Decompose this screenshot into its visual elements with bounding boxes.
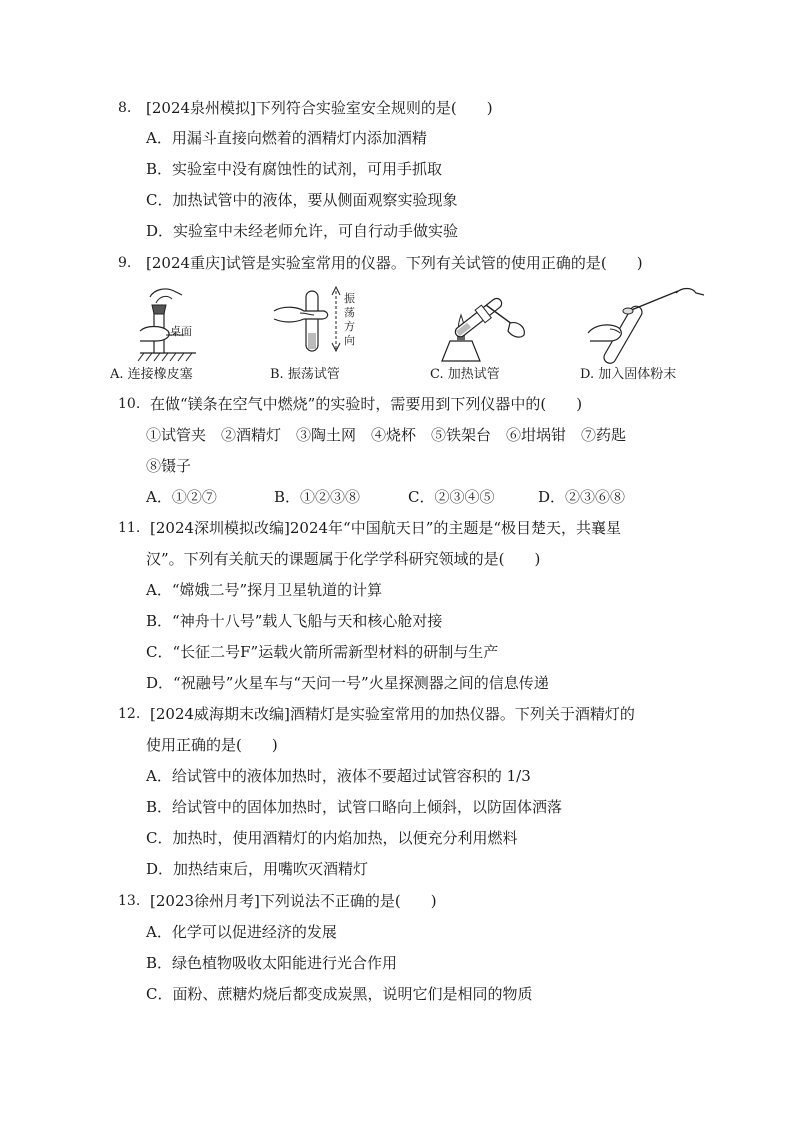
question-11-option-a: A．“嫦娥二号”探月卫星轨道的计算 <box>146 581 383 599</box>
question-12-stem-line2: 使用正确的是( ) <box>146 736 278 754</box>
figure-a-connect-stopper <box>110 283 250 383</box>
question-11-option-b: B．“神舟十八号”载人飞船与天和核心舱对接 <box>146 612 443 630</box>
question-10-stem: 在做“镁条在空气中燃烧”的实验时，需要用到下列仪器中的( ) <box>150 395 583 413</box>
question-12-stem-line1: [2024威海期末改编]酒精灯是实验室常用的加热仪器。下列关于酒精灯的 <box>150 705 635 723</box>
figure-b-shake-dir-4: 向 <box>344 334 355 347</box>
figure-b-shake-dir-3: 方 <box>344 320 355 333</box>
figure-d-drawing <box>580 283 720 365</box>
question-13-option-b: B．绿色植物吸收太阳能进行光合作用 <box>146 954 398 972</box>
question-8-option-d: D．实验室中未经老师允许，可自行动手做实验 <box>146 222 459 240</box>
figure-b-shake-tube <box>270 283 410 383</box>
question-13-stem: [2023徐州月考]下列说法不正确的是( ) <box>150 892 437 910</box>
figure-b-drawing <box>270 283 410 365</box>
question-13-number: 13. <box>118 893 141 909</box>
figure-d-add-powder <box>580 283 720 383</box>
question-12-option-b: B．给试管中的固体加热时，试管口略向上倾斜，以防固体洒落 <box>146 798 563 816</box>
question-9-number: 9. <box>118 255 132 271</box>
figure-b-shake-dir-1: 振 <box>344 292 355 305</box>
question-8-option-b: B．实验室中没有腐蚀性的试剂，可用手抓取 <box>146 160 443 178</box>
question-10-option-c: C．②③④⑤ <box>408 488 495 506</box>
question-13-option-c: C．面粉、蔗糖灼烧后都变成炭黑，说明它们是相同的物质 <box>146 985 533 1003</box>
question-11-option-d: D．“祝融号”火星车与“天问一号”火星探测器之间的信息传递 <box>146 674 549 692</box>
question-13-option-a: A．化学可以促进经济的发展 <box>146 923 337 941</box>
question-11-option-c: C．“长征二号F”运载火箭所需新型材料的研制与生产 <box>146 643 499 661</box>
question-8-option-a: A．用漏斗直接向燃着的酒精灯内添加酒精 <box>146 129 427 147</box>
question-9-figures <box>110 283 700 383</box>
figure-b-caption: B. 振荡试管 <box>270 367 340 382</box>
question-11-stem-line1: [2024深圳模拟改编]2024年“中国航天日”的主题是“极目楚天，共襄星 <box>150 519 622 537</box>
question-12-option-c: C．加热时，使用酒精灯的内焰加热，以便充分利用燃料 <box>146 829 518 847</box>
question-10-option-a: A．①②⑦ <box>146 488 217 506</box>
question-10-option-b: B．①②③⑧ <box>274 488 361 506</box>
question-9-stem: [2024重庆]试管是实验室常用的仪器。下列有关试管的使用正确的是( ) <box>146 254 643 272</box>
figure-c-heat-tube <box>430 283 570 383</box>
question-10-option-d: D．②③⑥⑧ <box>538 488 626 506</box>
question-10-number: 10. <box>118 396 141 412</box>
figure-b-shake-dir-2: 荡 <box>344 306 355 319</box>
question-11-stem-line2: 汉”。下列有关航天的课题属于化学学科研究领域的是( ) <box>146 550 541 568</box>
question-11-number: 11. <box>118 520 141 536</box>
question-12-option-d: D．加热结束后，用嘴吹灭酒精灯 <box>146 860 369 878</box>
question-10-items-line2: ⑧镊子 <box>146 457 192 475</box>
question-12-number: 12. <box>118 706 141 722</box>
question-8-number: 8. <box>118 100 132 116</box>
figure-d-caption: D. 加入固体粉末 <box>580 367 677 382</box>
question-8-stem: [2024泉州模拟]下列符合实验室安全规则的是( ) <box>146 99 493 117</box>
figure-a-drawing <box>110 283 250 365</box>
figure-a-caption: A. 连接橡皮塞 <box>110 367 193 382</box>
figure-c-caption: C. 加热试管 <box>430 367 500 382</box>
question-8-option-c: C．加热试管中的液体，要从侧面观察实验现象 <box>146 191 458 209</box>
question-12-option-a: A．给试管中的液体加热时，液体不要超过试管容积的 1/3 <box>146 767 531 785</box>
figure-c-drawing <box>430 283 570 365</box>
question-10-items-line1: ①试管夹 ②酒精灯 ③陶土网 ④烧杯 ⑤铁架台 ⑥坩埚钳 ⑦药匙 <box>146 426 627 444</box>
figure-a-desk-label: 桌面 <box>170 325 192 338</box>
